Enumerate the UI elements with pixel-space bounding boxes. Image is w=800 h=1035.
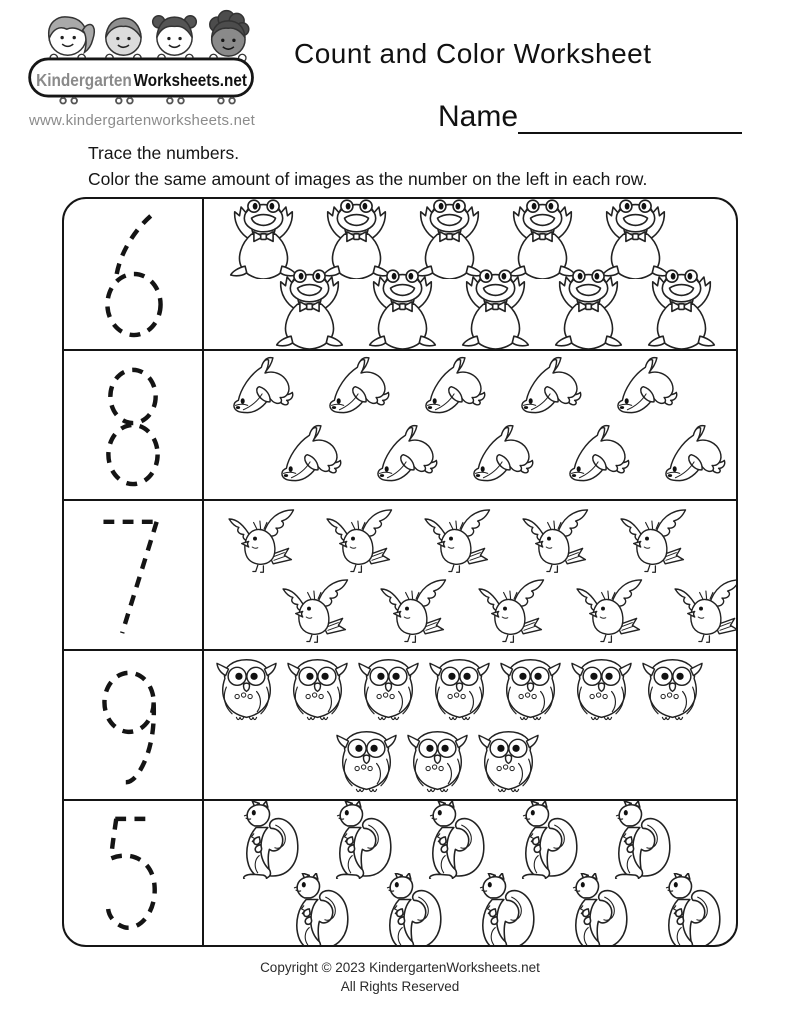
table-row — [64, 799, 736, 947]
frog-image[interactable] — [495, 199, 590, 279]
bird-image[interactable] — [266, 575, 366, 645]
frog-image[interactable] — [448, 269, 543, 349]
frog-image[interactable] — [216, 199, 311, 279]
animal-row-bottom — [262, 269, 727, 349]
name-row — [438, 100, 742, 134]
animal-row-top — [210, 654, 707, 726]
trace-number[interactable] — [89, 210, 177, 338]
animal-images-cell[interactable] — [204, 351, 736, 499]
owl-image[interactable] — [636, 654, 709, 726]
trace-number[interactable] — [89, 811, 177, 939]
trace-number-cell[interactable] — [64, 651, 204, 799]
instruction-line-2: Color the same amount of images as the number on the left in each row. — [88, 169, 648, 189]
name-input-line[interactable] — [518, 100, 742, 134]
owl-image[interactable] — [494, 654, 567, 726]
owl-image[interactable] — [472, 726, 545, 798]
table-row — [64, 649, 736, 799]
squirrel-image[interactable] — [361, 873, 456, 947]
owl-image[interactable] — [210, 654, 283, 726]
worksheet-table — [62, 197, 738, 947]
page-title: Count and Color Worksheet — [294, 38, 652, 69]
trace-number-cell[interactable] — [64, 801, 204, 947]
dolphin-image[interactable] — [408, 355, 506, 427]
dolphin-image[interactable] — [456, 423, 554, 495]
trace-number[interactable] — [89, 361, 177, 489]
animal-images-cell[interactable] — [204, 651, 736, 799]
trace-digit[interactable] — [89, 361, 177, 489]
animal-row-bottom — [264, 423, 738, 495]
logo-text-gray: Kindergarten — [36, 69, 132, 90]
animal-images-cell[interactable] — [204, 801, 736, 947]
dolphin-image[interactable] — [264, 423, 362, 495]
frog-image[interactable] — [355, 269, 450, 349]
copyright-text: Copyright © 2023 KindergartenWorksheets.net — [260, 960, 540, 975]
owl-image[interactable] — [423, 654, 496, 726]
logo-text-black: Worksheets.net — [133, 69, 248, 90]
trace-number[interactable] — [89, 661, 177, 789]
table-row — [64, 499, 736, 649]
owl-image[interactable] — [330, 726, 403, 798]
trace-number-cell[interactable] — [64, 199, 204, 349]
trace-digit[interactable] — [89, 661, 177, 789]
table-row — [64, 199, 736, 349]
frog-image[interactable] — [402, 199, 497, 279]
frog-image[interactable] — [588, 199, 683, 279]
owl-image[interactable] — [565, 654, 638, 726]
owl-image[interactable] — [352, 654, 425, 726]
table-row — [64, 349, 736, 499]
bird-image[interactable] — [560, 575, 660, 645]
bird-image[interactable] — [462, 575, 562, 645]
dolphin-image[interactable] — [504, 355, 602, 427]
bird-image[interactable] — [604, 505, 704, 575]
animal-row-top — [212, 505, 702, 575]
instruction-line-1: Trace the numbers. — [88, 143, 240, 163]
trace-digit[interactable] — [89, 811, 177, 939]
animal-row-top — [216, 355, 696, 427]
frog-image[interactable] — [541, 269, 636, 349]
dolphin-image[interactable] — [600, 355, 698, 427]
bird-image[interactable] — [408, 505, 508, 575]
dolphin-image[interactable] — [360, 423, 458, 495]
animal-row-bottom — [330, 726, 543, 798]
frog-image[interactable] — [262, 269, 357, 349]
animal-row-bottom — [266, 575, 738, 645]
squirrel-image[interactable] — [218, 801, 313, 879]
squirrel-image[interactable] — [454, 873, 549, 947]
frog-image[interactable] — [634, 269, 729, 349]
animal-images-cell[interactable] — [204, 199, 736, 349]
website-url: www.kindergartenworksheets.net — [28, 112, 256, 129]
frog-image[interactable] — [309, 199, 404, 279]
bird-image[interactable] — [310, 505, 410, 575]
trace-digit[interactable] — [89, 210, 177, 338]
trace-number[interactable] — [89, 511, 177, 639]
kids-logo-icon — [16, 6, 268, 110]
dolphin-image[interactable] — [312, 355, 410, 427]
owl-image[interactable] — [281, 654, 354, 726]
rights-text: All Rights Reserved — [340, 979, 460, 994]
instructions — [88, 140, 647, 192]
squirrel-image[interactable] — [590, 801, 685, 879]
squirrel-image[interactable] — [311, 801, 406, 879]
owl-image[interactable] — [401, 726, 474, 798]
trace-digit[interactable] — [89, 511, 177, 639]
bird-image[interactable] — [212, 505, 312, 575]
trace-number-cell[interactable] — [64, 351, 204, 499]
animal-images-cell[interactable] — [204, 501, 736, 649]
dolphin-image[interactable] — [552, 423, 650, 495]
site-logo — [16, 6, 268, 110]
dolphin-image[interactable] — [648, 423, 738, 495]
animal-row-top — [218, 801, 683, 879]
squirrel-image[interactable] — [497, 801, 592, 879]
animal-row-bottom — [268, 873, 733, 947]
bird-image[interactable] — [506, 505, 606, 575]
footer — [0, 958, 800, 996]
trace-number-cell[interactable] — [64, 501, 204, 649]
squirrel-image[interactable] — [640, 873, 735, 947]
squirrel-image[interactable] — [547, 873, 642, 947]
dolphin-image[interactable] — [216, 355, 314, 427]
squirrel-image[interactable] — [404, 801, 499, 879]
bird-image[interactable] — [658, 575, 738, 645]
animal-row-top — [216, 199, 681, 279]
name-label: Name — [438, 100, 519, 133]
squirrel-image[interactable] — [268, 873, 363, 947]
bird-image[interactable] — [364, 575, 464, 645]
